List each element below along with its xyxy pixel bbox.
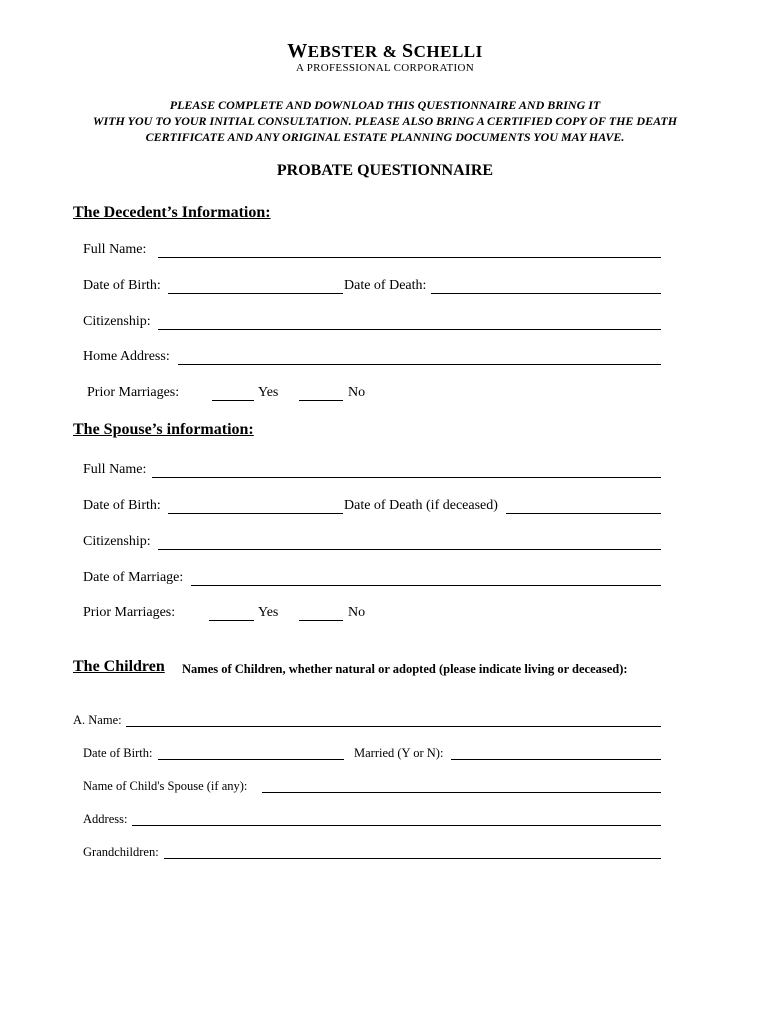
decedent-heading: The Decedent’s Information: [73, 204, 271, 221]
child-name-label: A. Name: [73, 713, 122, 727]
firm-name-part1: EBSTER & [307, 42, 402, 61]
firm-name [0, 40, 770, 63]
decedent-citizenship-field[interactable] [158, 315, 661, 330]
firm-initial-s: S [401, 40, 414, 62]
decedent-full-name-field[interactable] [158, 243, 661, 258]
spouse-prior-yes-field[interactable] [209, 606, 254, 621]
child-dob-label: Date of Birth: [83, 746, 153, 760]
notice-line-3: CERTIFICATE AND ANY ORIGINAL ESTATE PLANNING DOCUMENTS YOU MAY HAVE. [145, 130, 625, 144]
spouse-heading: The Spouse’s information: [73, 421, 254, 438]
spouse-prior-yes-label: Yes [258, 605, 279, 620]
decedent-full-name-label: Full Name: [83, 242, 147, 257]
decedent-dod-label: Date of Death: [344, 278, 427, 293]
notice-line-1: PLEASE COMPLETE AND DOWNLOAD THIS QUESTIONNAIRE AND BRING IT [169, 98, 601, 112]
firm-initial-w: W [287, 40, 308, 62]
spouse-prior-no-field[interactable] [299, 606, 343, 621]
decedent-prior-no-label: No [348, 385, 366, 400]
child-married-label: Married (Y or N): [354, 746, 444, 760]
spouse-full-name-label: Full Name: [83, 462, 147, 477]
spouse-dob-label: Date of Birth: [83, 498, 161, 513]
firm-subtitle: A PROFESSIONAL CORPORATION [296, 62, 474, 74]
spouse-dod-field[interactable] [506, 499, 661, 514]
decedent-address-label: Home Address: [83, 349, 170, 364]
decedent-prior-yes-field[interactable] [212, 386, 254, 401]
decedent-dod-field[interactable] [431, 279, 661, 294]
decedent-prior-marriages-label: Prior Marriages: [87, 385, 180, 400]
child-spouse-field[interactable] [262, 778, 661, 793]
firm-name-part2: CHELLI [413, 42, 483, 61]
child-spouse-label: Name of Child's Spouse (if any): [83, 779, 248, 793]
spouse-citizenship-label: Citizenship: [83, 534, 151, 549]
child-married-field[interactable] [451, 745, 661, 760]
child-dob-field[interactable] [158, 745, 344, 760]
spouse-dob-field[interactable] [168, 499, 343, 514]
spouse-prior-no-label: No [348, 605, 366, 620]
decedent-prior-yes-label: Yes [258, 385, 279, 400]
spouse-marriage-date-label: Date of Marriage: [83, 570, 184, 585]
decedent-address-field[interactable] [178, 350, 661, 365]
spouse-marriage-date-field[interactable] [191, 571, 661, 586]
child-address-field[interactable] [132, 811, 661, 826]
decedent-dob-field[interactable] [168, 279, 343, 294]
child-name-field[interactable] [126, 712, 661, 727]
child-address-label: Address: [83, 812, 128, 826]
spouse-dod-label: Date of Death (if deceased) [344, 498, 498, 513]
child-grandchildren-field[interactable] [164, 844, 661, 859]
notice-line-2: WITH YOU TO YOUR INITIAL CONSULTATION. PLEASE ALSO BRING A CERTIFIED COPY OF THE DEATH [92, 114, 678, 128]
spouse-citizenship-field[interactable] [158, 535, 661, 550]
decedent-citizenship-label: Citizenship: [83, 314, 151, 329]
form-title: PROBATE QUESTIONNAIRE [276, 162, 494, 179]
decedent-prior-no-field[interactable] [299, 386, 343, 401]
spouse-full-name-field[interactable] [152, 463, 661, 478]
spouse-prior-marriages-label: Prior Marriages: [83, 605, 176, 620]
children-heading: The Children [73, 658, 165, 675]
children-note: Names of Children, whether natural or adopted (please indicate living or deceased): [182, 662, 628, 676]
child-grandchildren-label: Grandchildren: [83, 845, 159, 859]
decedent-dob-label: Date of Birth: [83, 278, 161, 293]
